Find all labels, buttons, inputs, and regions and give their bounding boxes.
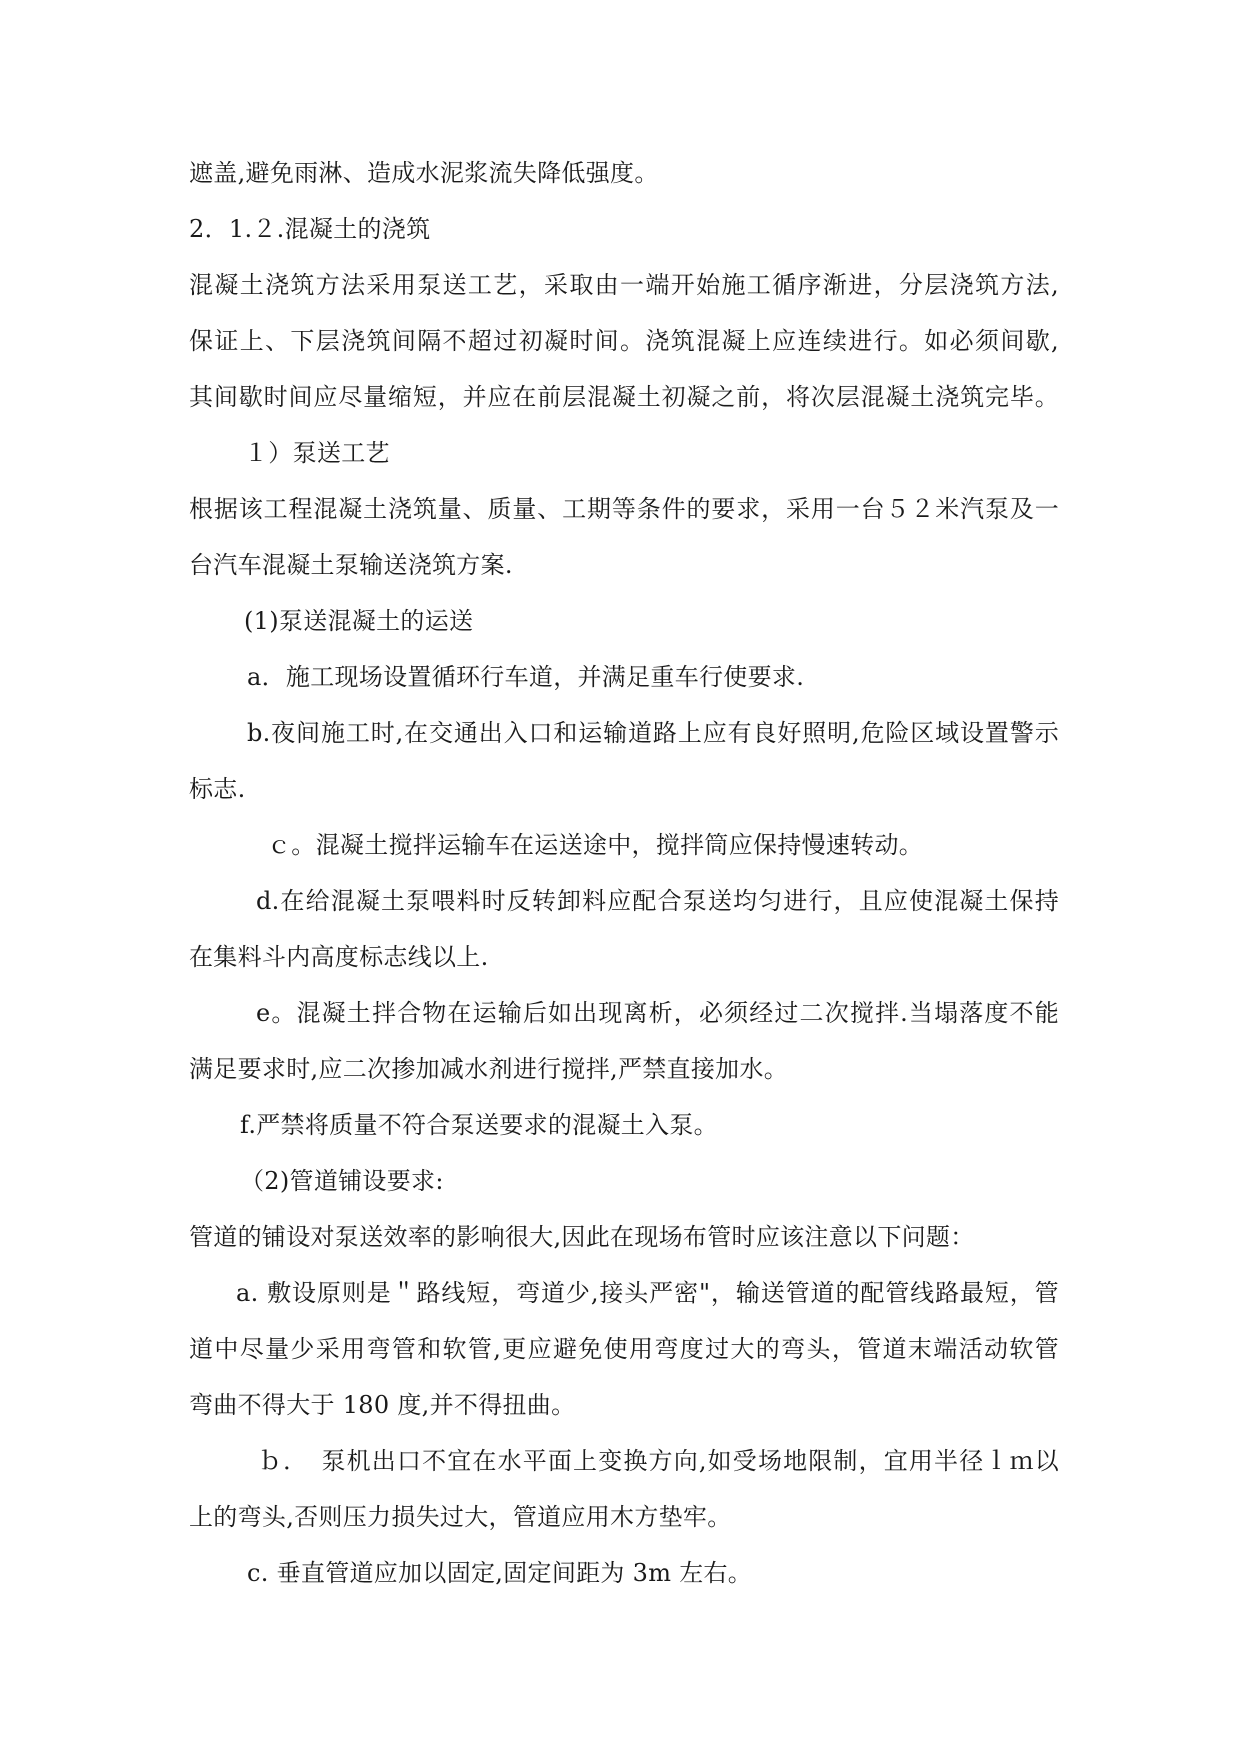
text-line: 根据该工程混凝土浇筑量、质量、工期等条件的要求，采用一台５２米汽泵及一 <box>189 495 1059 523</box>
text-line: b.夜间施工时,在交通出入口和运输道路上应有良好照明,危险区域设置警示 <box>247 719 1059 747</box>
subsection-heading: １）泵送工艺 <box>244 439 390 467</box>
section-heading: 2．1.２.混凝土的浇筑 <box>189 215 431 243</box>
text-line: 保证上、下层浇筑间隔不超过初凝时间。浇筑混凝上应连续进行。如必须间歇, <box>189 327 1059 355</box>
text-line: d.在给混凝土泵喂料时反转卸料应配合泵送均匀进行，且应使混凝土保持 <box>256 887 1059 915</box>
text-line: 遮盖,避免雨淋、造成水泥浆流失降低强度。 <box>189 159 659 187</box>
text-line: e。混凝土拌合物在运输后如出现离析，必须经过二次搅拌.当塌落度不能 <box>256 999 1059 1027</box>
text-line: 上的弯头,否则压力损失过大，管道应用木方垫牢。 <box>189 1503 732 1531</box>
text-line: 混凝土浇筑方法采用泵送工艺，采取由一端开始施工循序渐进，分层浇筑方法, <box>189 271 1059 299</box>
text-line: f.严禁将质量不符合泵送要求的混凝土入泵。 <box>240 1111 718 1139</box>
text-line: c. 垂直管道应加以固定,固定间距为 3m 左右。 <box>247 1559 753 1587</box>
text-line: 其间歇时间应尽量缩短，并应在前层混凝土初凝之前，将次层混凝土浇筑完毕。 <box>189 383 1059 411</box>
text-line: 满足要求时,应二次掺加减水剂进行搅拌,严禁直接加水。 <box>189 1055 789 1083</box>
text-line: a. 敷设原则是＂路线短，弯道少,接头严密"，输送管道的配管线路最短，管 <box>236 1279 1059 1307</box>
text-line: 台汽车混凝土泵输送浇筑方案. <box>189 551 513 579</box>
text-line: 道中尽量少采用弯管和软管,更应避免使用弯度过大的弯头，管道末端活动软管 <box>189 1335 1059 1363</box>
text-line: 管道的铺设对泵送效率的影响很大,因此在现场布管时应该注意以下问题： <box>189 1223 975 1251</box>
text-line: a．施工现场设置循环行车道，并满足重车行使要求. <box>247 663 805 691</box>
text-line: 标志. <box>189 775 246 803</box>
text-line: ｂ． 泵机出口不宜在水平面上变换方向,如受场地限制，宜用半径ｌｍ以 <box>258 1447 1059 1475</box>
text-line: ｃ。混凝土搅拌运输车在运送途中，搅拌筒应保持慢速转动。 <box>267 831 924 859</box>
text-line: 在集料斗内高度标志线以上. <box>189 943 489 971</box>
subsection-heading: （2)管道铺设要求: <box>240 1167 444 1195</box>
subsection-heading: (1)泵送混凝土的运送 <box>244 607 474 635</box>
text-line: 弯曲不得大于 180 度,并不得扭曲。 <box>189 1391 576 1419</box>
